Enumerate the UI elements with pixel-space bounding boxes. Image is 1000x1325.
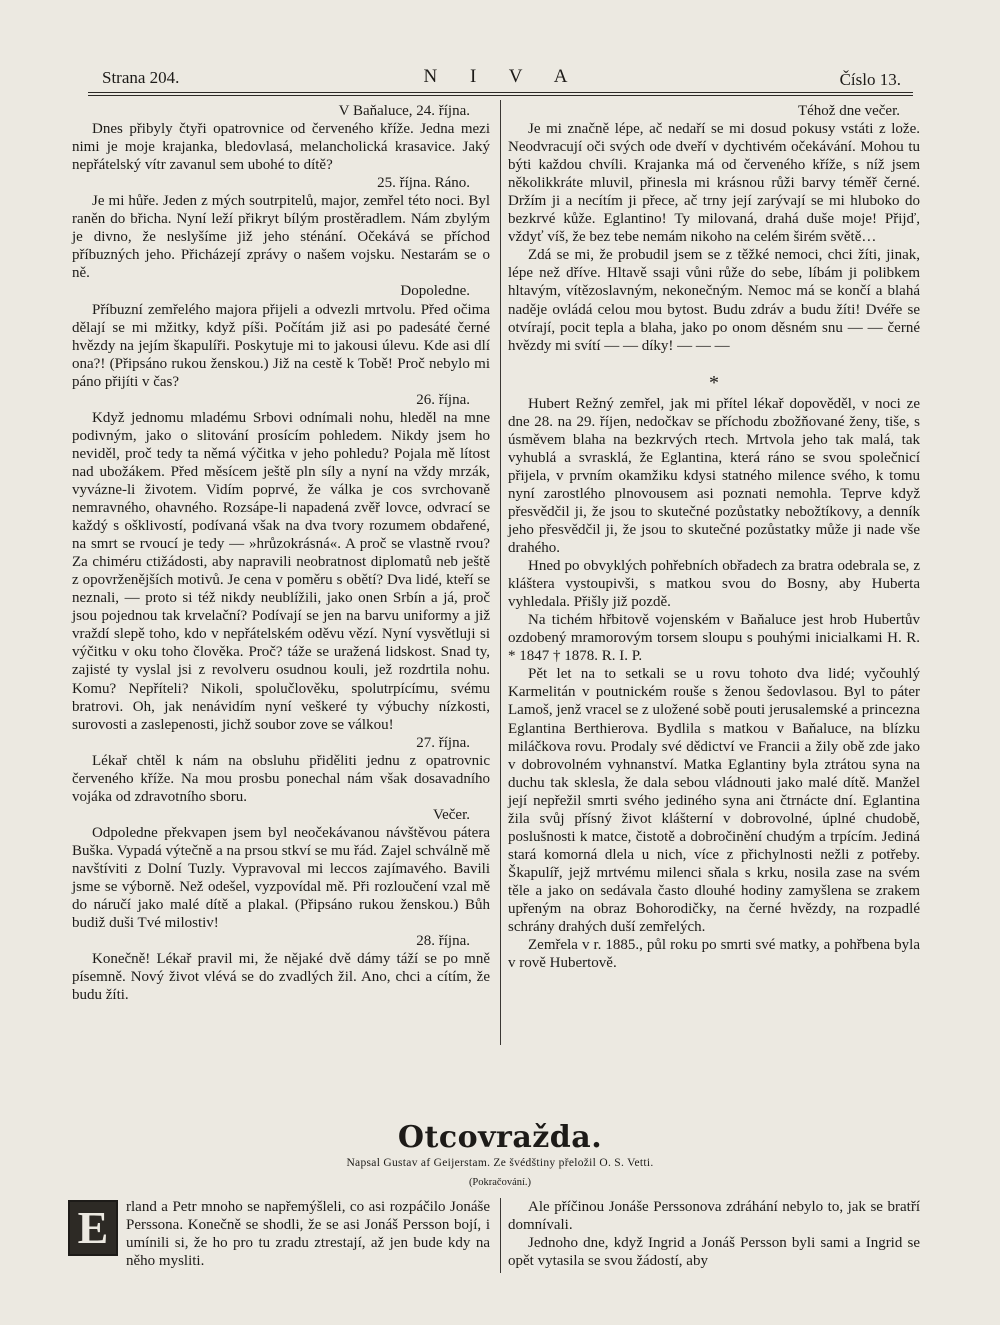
column-separator [500, 100, 501, 1045]
diary-paragraph: Zemřela v r. 1885., půl roku po smrti své matky, a pohřbena byla v rově Hubertově. [508, 937, 920, 972]
magazine-title: N I V A [423, 66, 582, 87]
right-column [508, 102, 920, 972]
diary-paragraph: Pět let na to setkali se u rovu tohoto dva lidé; vyčouhlý Karmelitán v poutnickém rouše s ženou šedovlasou. Byl to páter Lamoš, jenž vracel se z uložené sobě pouti jerusalemské a princezna Eglantina Berthierova. Bydlila s matkou v Baňaluce, na blízku miláčkova rovu. Prodaly své dědictví ve Francii a žily obě zde jako v dobrovolném vyhnanství. Matka Eglantiny byla ztrátou syna na duchu tak sklesla, že dala sebou vládnouti jako malé dítě. Manžel její nepřežil smrti svého jediného syna ani čtrnácte dní. Eglantina žila svůj přísný život klášterní v dobrovolné, úplné chudobě, poslušnosti k matce, čistotě a dobročinění chudým a trpícím. Jediná stará komorná dlela u nich, více z přichylnosti nežli z potřeby. Škapulíř, jejž mrtvému milenci sňala s krku, nosila zase na svém těle a jako on sedávala často dlouhé hodiny zamyšlena se zrakem upřeným na obraz Bohorodičky, na černé hvězdy, na rozpadlé schrány drahých duší zemřelých. [508, 666, 920, 936]
header-rule-bottom [88, 95, 913, 96]
article-first-text: rland a Petr mnoho se napřemýšleli, co asi rozpáčilo Jonáše Perssona. Konečně se shodli, že se asi Jonáš Persson bojí, i umínili si, že ho pro tu zradu ztrestají, až jen bude kdy na něho mysliti. [126, 1199, 490, 1269]
article-paragraph: Ale příčinou Jonáše Perssonova zdráhání nebylo to, jak se bratří domnívali. [508, 1199, 920, 1233]
diary-dateline: Téhož dne večer. [797, 103, 900, 119]
article-paragraph: Jednoho dne, když Ingrid a Jonáš Persson byli sami a Ingrid se opět vytasila se svou žádostí, aby [508, 1235, 920, 1269]
header-rule-top [88, 92, 913, 93]
page-number: Strana 204. [102, 68, 180, 87]
article-left-column [70, 1198, 490, 1270]
diary-paragraph: Na tichém hřbitově vojenském v Baňaluce jest hrob Hubertův ozdobený mramorovým torsem sloupu s pouhými inicialkami H. R. * 1847 † 1878. R. I. P. [508, 612, 920, 665]
diary-paragraph: Hubert Režný zemřel, jak mi přítel lékař dopověděl, v noci ze dne 28. na 29. říjen, nedočkav se příchodu zbožňované ženy, tiše, s úsměvem blaha na bezkrvých rtech. Mrtvola jeho tak malá, tak vyhublá a svrasklá, že Eglantina, která ráno se svou společnicí přijela, v prvním okamžiku kdysi statného milence svého, k tomu nyní zarostlého plnovousem asi poznati nemohla. Teprve když přesvědčil ji, že jsou to skutečné pozůstatky nebožtíkovy, a denník jeho přesvědčil ji, že jsou to skutečné pozůstatky může ji nade vše drahého. [508, 395, 920, 557]
left-column [72, 102, 490, 1004]
diary-dateline: 28. října. [416, 933, 470, 950]
diary-paragraph: Lékař chtěl k nám na obsluhu přiděliti jednu z opatrovnic červeného kříže. Na mou prosbu ponechal nám však dosavadního vojáka od zdravotního sboru. [72, 752, 490, 805]
diary-dateline: 27. října. [416, 734, 470, 751]
diary-paragraph: Je mi hůře. Jeden z mých soutrpitelů, major, zemřel této noci. Byl raněn do břicha. Nyní leží přikryt bílým prostěradlem. Nám zbylým je divno, že neslyšíme již jeho sténání. Očekává se příchod příbuzných jeho. Přicházejí zprávy o našem vojsku. Nestarám se o ně. [72, 193, 490, 282]
article-title: Otcovražda. [397, 1120, 603, 1155]
diary-paragraph: Hned po obvyklých pohřebních obřadech za bratra odebrala se, z kláštera vystoupivši, s matkou svou do Bosny, aby Huberta vyhledala. Přišly již pozdě. [508, 558, 920, 611]
issue-number: Číslo 13. [839, 70, 901, 89]
continued-note: (Pokračování.) [468, 1177, 532, 1188]
article-column-separator [500, 1198, 501, 1273]
diary-dateline: 26. října. [416, 391, 470, 408]
diary-paragraph: Dnes přibyly čtyři opatrovnice od červeného kříže. Jedna mezi nimi je moje krajanka, bledovlasá, melancholická krasavice. Jaký nepřátelský vítr zavanul sem ubohé to dítě? [72, 121, 490, 174]
diary-dateline: 25. října. Ráno. [377, 175, 470, 192]
diary-dateline: Večer. [432, 806, 470, 823]
diary-paragraph: Když jednomu mladému Srbovi odnímali nohu, hleděl na mne podivným, jako o slitování prosícím pohledem. Nikdy jsem ho neviděl, proč tedy ta němá výčitka v jeho pohledu? Pojala mě lítost nad ubožákem. Před měsícem ještě pln síly a nyní na vždy mrzák, vyvázne-li životem. Vidím poprvé, že válka je cos svrchovaně nemravného, ohavného. Rozsápe-li napadená zvěř lovce, odvrací se každý s ošklivostí, podívaná však na dva tvory rozumem obdařené, na smrt se rvoucí je tedy — »hrůzokrásná«. A proč se vlastně rvou? Za chiméru ctižádosti, aby napravili neobratnost diplomatů neb ještě z opovrženějších motivů. Je cena v poměru s obětí? Dva lidé, kteří se neznali, — proto si též nikdy neublížili, jako onen Srbín a já, proč jsou pojednou tak krvelační? Podívají se jen na barvu uniformy a již vraždí slepě toho, kdo v nepřátelském oděvu vězí. Nyní vysvětluji si výčitku v oku toho člověka. Proč? táže se uražená lidskost. Snad ty, zajisté ty vyslal jsi z revolveru osudnou kouli, jež rozdrtila nohu. Komu? Nepříteli? Nikoli, spolučlověku, spolutrpícímu, svému bratrovi. Oh, jak nenávidím nyní veškeré ty výbuchy nízkosti, surovosti a zaslepenosti, jichž soubor zove se válkou! [72, 409, 490, 733]
diary-paragraph: Zdá se mi, že probudil jsem se z těžké nemoci, chci žíti, jinak, lépe než dříve. Hltavě ssaji vůni růže do sebe, líbám ji polibkem hltavým, vítězoslavným, nekonečným. Nemoc má se končí a blahá naděje ovládá celou mou bytost. Budu zdráv a budu žíti! Dvéře se otvírají, pocit tepla a blaha, jako po onom děsném snu — — černé hvězdy mi svítí — — díky! — — — [508, 247, 920, 354]
diary-paragraph: Konečně! Lékař pravil mi, že nějaké dvě dámy táží se po mně písemně. Nový život vlévá se do zvadlých žil. Ano, chci a cítím, že budu žíti. [72, 951, 490, 1004]
drop-cap-letter: E [68, 1200, 118, 1256]
article-first-paragraph [70, 1198, 490, 1270]
diary-paragraph: Příbuzní zemřelého majora přijeli a odvezli mrtvolu. Před očima dělají se mi mžitky, když píši. Počítám již asi po padesáté černé hvězdy na jejím škapulíři. Poskytuje mi to jakousi úlevu. Kde asi dlí ona?! (Připsáno rukou ženskou.) Již na cestě k Tobě! Proč nebylo mi páno přijíti v čas? [72, 301, 490, 390]
article-byline: Napsal Gustav af Geijerstam. Ze švédštiny přeložil O. S. Vetti. [346, 1157, 654, 1169]
diary-paragraph: Je mi značně lépe, ač nedaří se mi dosud pokusy vstáti z lože. Neodvracují oči svých ode dveří v dychtivém očekávání. Mohou tu býti každou chvíli. Krajanka má od červeného kříže, s níž jsem několikkráte mluvil, přinesla mi krásnou růži barvy téměř černé. Držím ji a necítím ji přece, ač trny její zarývají se mi hluboko do bezkrvé kůže. Eglantino! Ty milovaná, drahá duše moje! Přijď, vždyť víš, že bez tebe nemám nikoho na celém širém světě… [508, 121, 920, 246]
diary-paragraph: Odpoledne překvapen jsem byl neočekávanou návštěvou pátera Buška. Vypadá výtečně a na prsou stkví se mu řád. Zajel schválně mě navštíviti z Dolní Tuzly. Vypravoval mi leccos zajímavého. Bavili jsme se výborně. Než odešel, vyzpovídal mě. Při rozloučení vzal mě do náručí jako malé dítě a plakal. (Připsáno rukou ženskou.) Bůh budiž duši Tvé milostiv! [72, 824, 490, 932]
article-right-column [508, 1198, 920, 1270]
section-star-separator: * [709, 371, 719, 394]
diary-dateline: V Baňaluce, 24. října. [338, 103, 470, 119]
page-header [100, 62, 905, 94]
diary-dateline: Dopoledne. [400, 283, 470, 300]
